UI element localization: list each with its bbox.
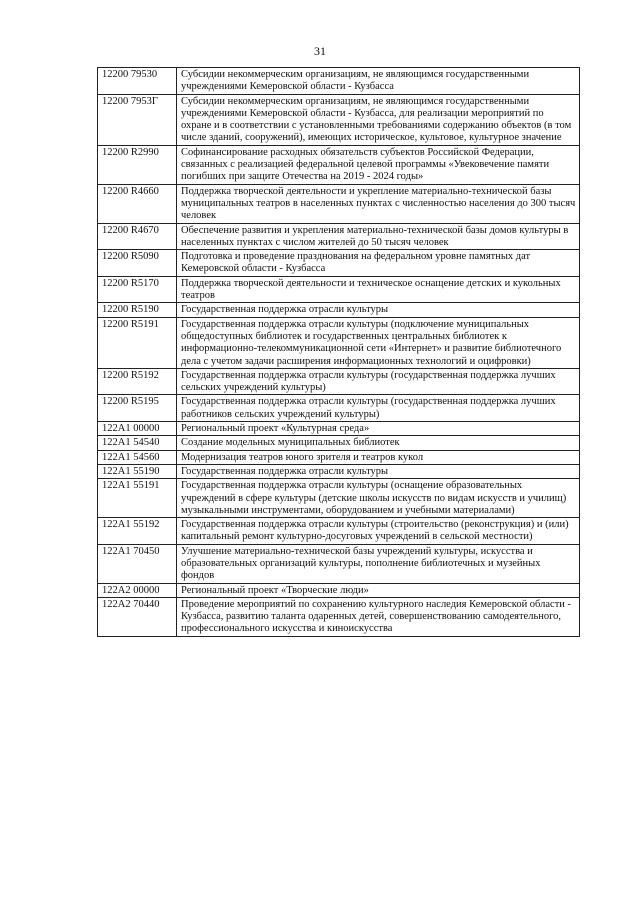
row-code: 122A1 55192: [98, 518, 177, 545]
table-row: [98, 223, 580, 250]
row-code: 12200 79530: [98, 68, 177, 95]
row-code: 122A2 70440: [98, 597, 177, 636]
row-description: Улучшение материально-технической базы учреждений культуры, искусства и образовательных организаций культуры, пополнение библиотечных и музейных фондов: [177, 544, 580, 583]
row-description: Региональный проект «Культурная среда»: [177, 422, 580, 436]
row-code: 12200 R5170: [98, 276, 177, 303]
row-code: 122A1 55190: [98, 464, 177, 478]
table-row: [98, 395, 580, 422]
row-description: Поддержка творческой деятельности и укрепление материально-технической базы муниципальных театров в населенных пунктах с численностью населения до 300 тысяч человек: [177, 184, 580, 223]
table-row: [98, 94, 580, 145]
row-code: 12200 7953Г: [98, 94, 177, 145]
row-code: 122A2 00000: [98, 583, 177, 597]
row-description: Государственная поддержка отрасли культуры (строительство (реконструкция) и (или) капитальный ремонт культурно-досуговых учреждений в сельской местности): [177, 518, 580, 545]
table-row: [98, 450, 580, 464]
row-description: Софинансирование расходных обязательств субъектов Российской Федерации, связанных с реализацией федеральной целевой программы «Увековечение памяти погибших при защите Отечества на 2019 - 2024 годы»: [177, 145, 580, 184]
table-row: [98, 597, 580, 636]
row-code: 122A1 00000: [98, 422, 177, 436]
table-row: [98, 583, 580, 597]
row-code: 12200 R4660: [98, 184, 177, 223]
table-row: [98, 436, 580, 450]
page-number: 31: [314, 44, 326, 58]
table-row: [98, 276, 580, 303]
row-description: Проведение мероприятий по сохранению культурного наследия Кемеровской области - Кузбасса, развитию таланта одаренных детей, совершенствованию самодеятельного, профессионального искусства и киноискусства: [177, 597, 580, 636]
row-code: 122A1 54540: [98, 436, 177, 450]
row-description: Государственная поддержка отрасли культуры (подключение муниципальных общедоступных библиотек и государственных центральных библиотек к информационно-телекоммуникационной сети «Интернет» и развитие библиотечного дела с учетом задачи расширения информационных технологий и оцифровки): [177, 317, 580, 368]
row-description: Государственная поддержка отрасли культуры (государственная поддержка лучших работников сельских учреждений культуры): [177, 395, 580, 422]
row-code: 12200 R5190: [98, 303, 177, 317]
row-code: 12200 R5191: [98, 317, 177, 368]
table-row: [98, 518, 580, 545]
table-row: [98, 368, 580, 395]
table-row: [98, 250, 580, 277]
row-description: Модернизация театров юного зрителя и театров кукол: [177, 450, 580, 464]
row-description: Обеспечение развития и укрепления материально-технической базы домов культуры в населенных пунктах с числом жителей до 50 тысяч человек: [177, 223, 580, 250]
table-row: [98, 464, 580, 478]
row-description: Региональный проект «Творческие люди»: [177, 583, 580, 597]
row-code: 12200 R4670: [98, 223, 177, 250]
table-row: [98, 145, 580, 184]
row-description: Субсидии некоммерческим организациям, не являющимся государственными учреждениями Кемеровской области - Кузбасса, для реализации мероприятий по охране и в соответствии с установленными требованиями содержанию объектов (в том числе зданий, сооружений), имеющих историческое, культовое, культурное значение: [177, 94, 580, 145]
row-description: Поддержка творческой деятельности и техническое оснащение детских и кукольных театров: [177, 276, 580, 303]
row-description: Государственная поддержка отрасли культуры (оснащение образовательных учреждений в сфере культуры (детские школы искусств по видам искусств и училищ) музыкальными инструментами, оборудованием и учебными материалами): [177, 479, 580, 518]
row-description: Субсидии некоммерческим организациям, не являющимся государственными учреждениями Кемеровской области - Кузбасса: [177, 68, 580, 95]
row-code: 122A1 54560: [98, 450, 177, 464]
row-description: Создание модельных муниципальных библиотек: [177, 436, 580, 450]
table-row: [98, 422, 580, 436]
row-code: 12200 R5090: [98, 250, 177, 277]
table-row: [98, 184, 580, 223]
row-description: Государственная поддержка отрасли культуры (государственная поддержка лучших сельских учреждений культуры): [177, 368, 580, 395]
row-description: Государственная поддержка отрасли культуры: [177, 464, 580, 478]
row-code: 122A1 55191: [98, 479, 177, 518]
table-row: [98, 317, 580, 368]
row-description: Подготовка и проведение празднования на федеральном уровне памятных дат Кемеровской области - Кузбасса: [177, 250, 580, 277]
table-row: [98, 479, 580, 518]
row-code: 12200 R5192: [98, 368, 177, 395]
budget-classification-table: [97, 67, 580, 637]
table-row: [98, 303, 580, 317]
table-row: [98, 68, 580, 95]
table-row: [98, 544, 580, 583]
row-code: 122A1 70450: [98, 544, 177, 583]
row-code: 12200 R5195: [98, 395, 177, 422]
row-description: Государственная поддержка отрасли культуры: [177, 303, 580, 317]
row-code: 12200 R2990: [98, 145, 177, 184]
